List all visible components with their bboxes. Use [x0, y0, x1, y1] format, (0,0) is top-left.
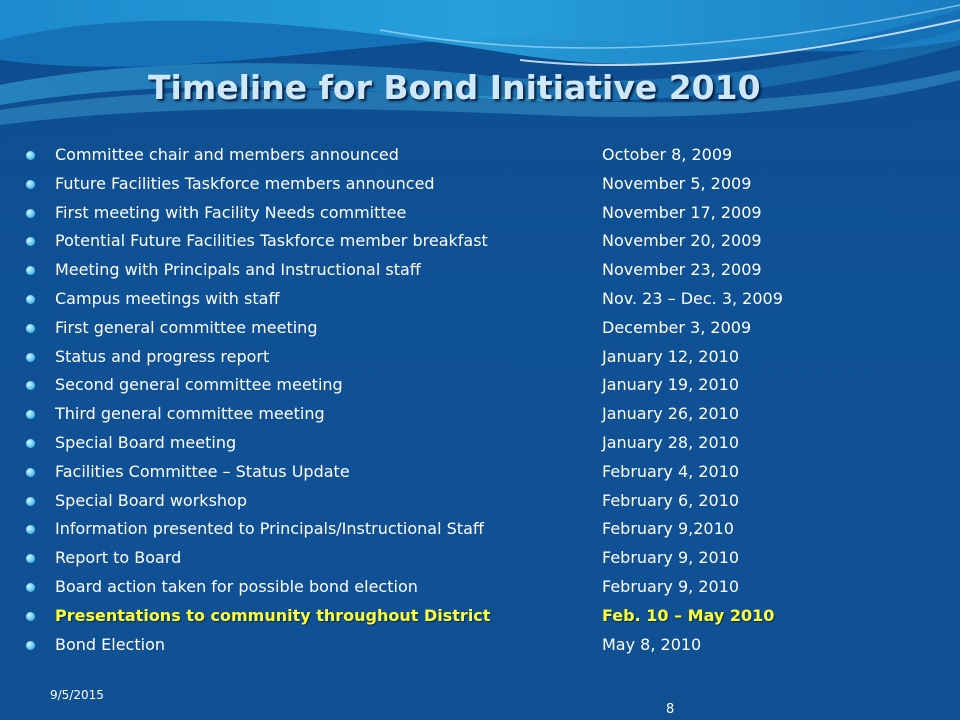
bullet-icon — [26, 353, 35, 362]
timeline-item — [26, 573, 926, 602]
timeline-date: January 12, 2010 — [602, 346, 739, 366]
timeline-item — [26, 429, 926, 458]
bullet-icon — [26, 641, 35, 650]
slide-title: Timeline for Bond Initiative 2010 — [148, 68, 761, 107]
timeline-date: December 3, 2009 — [602, 317, 752, 337]
timeline-event: Third general committee meeting — [55, 404, 325, 424]
timeline-list — [26, 141, 926, 659]
timeline-event: Information presented to Principals/Instructional Staff — [55, 519, 484, 539]
timeline-event: Future Facilities Taskforce members announced — [55, 173, 435, 193]
bullet-icon — [26, 151, 35, 160]
bullet-icon — [26, 554, 35, 563]
timeline-item — [26, 400, 926, 429]
timeline-event: Bond Election — [55, 634, 165, 654]
timeline-date: Nov. 23 – Dec. 3, 2009 — [602, 288, 783, 308]
timeline-event: Campus meetings with staff — [55, 288, 280, 308]
timeline-date: November 23, 2009 — [602, 260, 762, 280]
timeline-date: October 8, 2009 — [602, 145, 733, 164]
timeline-item — [26, 458, 926, 487]
timeline-item — [26, 199, 926, 228]
bullet-icon — [26, 497, 35, 506]
timeline-event: Presentations to community throughout District — [55, 605, 491, 625]
timeline-date: February 9, 2010 — [602, 548, 740, 568]
bullet-icon — [26, 381, 35, 390]
bullet-icon — [26, 266, 35, 275]
timeline-date: February 9, 2010 — [602, 576, 740, 596]
timeline-date: Feb. 10 – May 2010 — [602, 605, 775, 625]
timeline-item — [26, 371, 926, 400]
timeline-date: January 19, 2010 — [602, 375, 739, 395]
footer-date: 9/5/2015 — [50, 688, 104, 702]
timeline-item — [26, 314, 926, 343]
timeline-event: Report to Board — [55, 548, 182, 568]
timeline-item — [26, 631, 926, 660]
timeline-date: February 9,2010 — [602, 519, 734, 539]
timeline-date: November 17, 2009 — [602, 202, 762, 222]
timeline-date: January 26, 2010 — [602, 404, 739, 424]
bullet-icon — [26, 295, 35, 304]
timeline-item — [26, 515, 926, 544]
timeline-item — [26, 256, 926, 285]
bullet-icon — [26, 209, 35, 218]
timeline-event: Board action taken for possible bond election — [55, 576, 418, 596]
timeline-item — [26, 487, 926, 516]
page-number: 8 — [666, 702, 675, 717]
bullet-icon — [26, 583, 35, 592]
timeline-date: February 6, 2010 — [602, 490, 740, 510]
bullet-icon — [26, 525, 35, 534]
timeline-event: Special Board meeting — [55, 432, 237, 452]
bullet-icon — [26, 410, 35, 419]
timeline-event: Special Board workshop — [55, 490, 247, 510]
bullet-icon — [26, 612, 35, 621]
bullet-icon — [26, 468, 35, 477]
bullet-icon — [26, 324, 35, 333]
timeline-event: First general committee meeting — [55, 317, 318, 337]
timeline-date: November 20, 2009 — [602, 231, 762, 251]
timeline-date: May 8, 2010 — [602, 634, 702, 654]
bullet-icon — [26, 439, 35, 448]
timeline-item — [26, 343, 926, 372]
timeline-date: November 5, 2009 — [602, 173, 752, 193]
timeline-item — [26, 285, 926, 314]
timeline-event: First meeting with Facility Needs committee — [55, 202, 407, 222]
timeline-item — [26, 141, 926, 170]
timeline-item — [26, 544, 926, 573]
timeline-event: Committee chair and members announced — [55, 145, 399, 164]
timeline-item-highlighted — [26, 602, 926, 631]
timeline-event: Status and progress report — [55, 346, 270, 366]
timeline-event: Meeting with Principals and Instructional staff — [55, 260, 421, 280]
bullet-icon — [26, 237, 35, 246]
timeline-date: February 4, 2010 — [602, 461, 740, 481]
timeline-item — [26, 227, 926, 256]
timeline-event: Facilities Committee – Status Update — [55, 461, 350, 481]
bullet-icon — [26, 180, 35, 189]
timeline-item — [26, 170, 926, 199]
timeline-event: Potential Future Facilities Taskforce member breakfast — [55, 231, 488, 251]
timeline-date: January 28, 2010 — [602, 432, 739, 452]
timeline-event: Second general committee meeting — [55, 375, 343, 395]
